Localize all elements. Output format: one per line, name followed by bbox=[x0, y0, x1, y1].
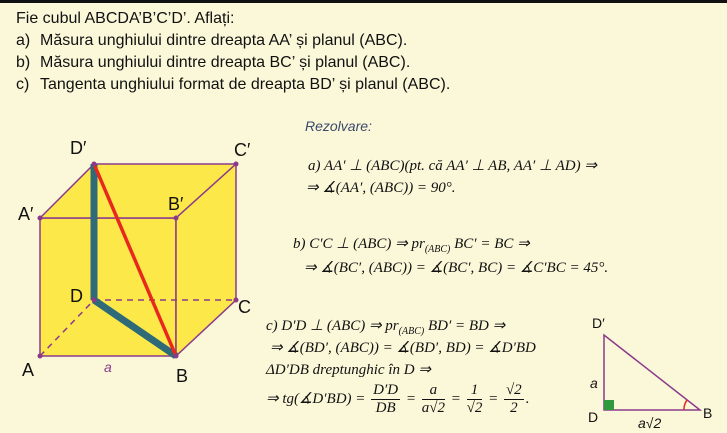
label-edge-a: a bbox=[104, 359, 112, 375]
frac-den: DB bbox=[375, 400, 396, 416]
label-D1: D′ bbox=[70, 138, 87, 158]
solution-b-line1 bbox=[293, 234, 530, 255]
vertex-B bbox=[174, 354, 179, 359]
label-B1: B′ bbox=[168, 194, 184, 214]
item-label: a) bbox=[16, 32, 31, 49]
fraction-DD1-DB bbox=[371, 382, 400, 417]
frac-num: a bbox=[422, 382, 445, 400]
frac-den: a√2 bbox=[421, 400, 445, 416]
frac-num: 1 bbox=[467, 382, 483, 400]
fraction-a-a-sqrt2 bbox=[422, 382, 445, 417]
right-triangle bbox=[604, 335, 700, 410]
item-text: Măsura unghiului dintre dreapta AA’ și planul (ABC). bbox=[40, 32, 408, 49]
equals: = bbox=[488, 390, 499, 407]
solution-c-line1 bbox=[266, 316, 505, 337]
label-C1: C′ bbox=[234, 140, 251, 160]
solution-a-line1: a) AA′ ⊥ (ABC)(pt. că AA′ ⊥ AB, AA′ ⊥ AD) ⇒ bbox=[308, 158, 597, 174]
item-label: c) bbox=[16, 76, 30, 93]
equals: = bbox=[405, 390, 416, 407]
c-line4-pre: ⇒ tg(∡D′BD) = bbox=[266, 390, 366, 407]
tri-label-B: B bbox=[703, 405, 713, 421]
label-D: D bbox=[70, 286, 83, 306]
vertex-D1 bbox=[92, 162, 97, 167]
frac-num: D′D bbox=[373, 382, 399, 398]
c-line1-sub: (ABC) bbox=[398, 326, 425, 337]
solution-b-line2: ⇒ ∡(BC′, (ABC)) = ∡(BC′, BC) = ∡C′BC = 45°. bbox=[304, 260, 609, 276]
frac-den: 2 bbox=[510, 400, 518, 416]
problem-title: Fie cubul ABCDA’B’C’D’. Aflați: bbox=[16, 10, 235, 27]
angle-arc bbox=[684, 400, 687, 410]
b-line1-post: BC′ = BC ⇒ bbox=[454, 236, 530, 252]
label-A1: A′ bbox=[18, 204, 34, 224]
vertex-C1 bbox=[234, 162, 239, 167]
solution-a-line2: ⇒ ∡(AA′, (ABC)) = 90°. bbox=[306, 180, 456, 196]
item-label: b) bbox=[16, 54, 31, 71]
fraction-1-sqrt2 bbox=[467, 382, 483, 417]
label-C: C bbox=[238, 297, 251, 317]
b-line1-pre: b) C′C ⊥ (ABC) ⇒ pr bbox=[293, 236, 425, 252]
b-line1-sub: (ABC) bbox=[424, 244, 451, 255]
solution-c-line2: ⇒ ∡(BD′, (ABC)) = ∡(BD′, BD) = ∡D′BD bbox=[270, 340, 536, 356]
item-text: Măsura unghiului dintre dreapta BC’ și planul (ABC). bbox=[40, 54, 411, 71]
tri-label-D: D bbox=[588, 409, 599, 425]
vertex-B1 bbox=[174, 216, 179, 221]
solution-c-line4: ⇒ tg(∡D′BD) = $\frac{D'D}{DB}$ = $\frac{a}{a√2}$ = $\frac{1}{√2}$ = $\frac{√2}{2}$ . bbox=[266, 382, 530, 416]
cube-front-face bbox=[40, 218, 176, 356]
equals: = bbox=[450, 390, 461, 407]
tri-label-D1: D′ bbox=[592, 315, 605, 331]
item-text: Tangenta unghiului format de dreapta BD’ și planul (ABC). bbox=[40, 76, 451, 93]
frac-num: √2 bbox=[505, 382, 522, 398]
label-B: B bbox=[176, 366, 189, 386]
frac-den: √2 bbox=[466, 400, 483, 416]
vertex-A1 bbox=[38, 216, 43, 221]
vertex-D bbox=[92, 298, 97, 303]
c-line1-pre: c) D′D ⊥ (ABC) ⇒ pr bbox=[266, 318, 399, 334]
solution-heading: Rezolvare: bbox=[305, 118, 372, 134]
c-line1-post: BD′ = BD ⇒ bbox=[427, 318, 506, 334]
label-A: A bbox=[22, 360, 35, 380]
tri-label-side: a bbox=[590, 375, 598, 391]
tri-label-base: a√2 bbox=[638, 415, 662, 431]
fraction-sqrt2-2 bbox=[504, 382, 524, 417]
vertex-A bbox=[38, 354, 43, 359]
right-angle-mark bbox=[604, 400, 614, 410]
solution-c-line3: ΔD′DB dreptunghic în D ⇒ bbox=[266, 362, 431, 378]
